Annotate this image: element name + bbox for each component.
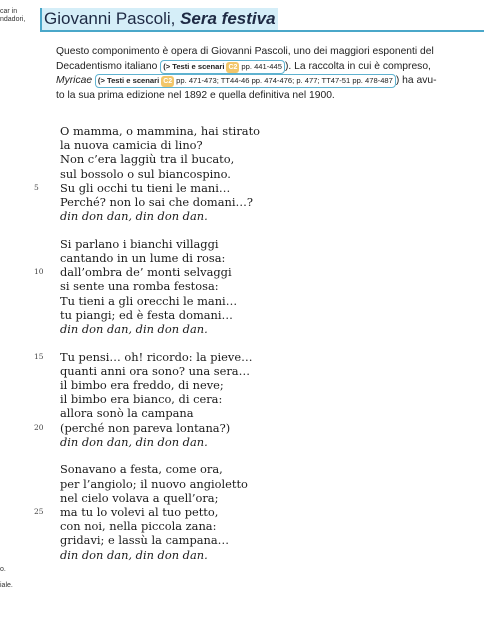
verse-text: nel cielo volava a quell’ora; [60, 490, 219, 505]
line-number: 5 [34, 182, 39, 192]
verse-line [20, 505, 480, 519]
line-number: 15 [34, 351, 44, 361]
line-number: 10 [34, 267, 44, 277]
verse-line [20, 308, 480, 322]
verse-line [20, 167, 480, 181]
margin-note-bottom-line1: o. [0, 566, 6, 573]
verse-text: Perché? non lo sai che domani…? [60, 194, 253, 209]
verse-text: gridavi; e lassù la campana… [60, 533, 230, 548]
verse-text: Tu pensi… oh! ricordo: la pieve… [60, 349, 253, 364]
verse-line [20, 279, 480, 293]
intro-line-2 [56, 60, 468, 75]
chapter-chip-icon: C2 [163, 78, 173, 85]
margin-note-bottom-line2: iale. [0, 582, 13, 589]
verse-text: sul bossolo o sul biancospino. [60, 166, 231, 181]
ref-close: ) [395, 75, 400, 86]
verse-line [20, 294, 480, 308]
cross-reference-link[interactable] [160, 60, 285, 74]
intro-text: La raccolta in cui è compreso, [291, 60, 431, 72]
verse-line [20, 364, 480, 378]
refrain-line [20, 435, 480, 449]
poem [20, 124, 480, 562]
intro-text: ha avu- [399, 75, 437, 86]
verse-line [20, 181, 480, 195]
verse-text: si sente una romba festosa: [60, 279, 219, 294]
verse-text: din don dan, din don dan. [60, 547, 208, 562]
intro-line-1: Questo componimento è opera di Giovanni Pascoli, uno dei maggiori esponenti del [56, 46, 434, 57]
verse-line [20, 378, 480, 392]
work-title: Myricae [56, 75, 93, 86]
verse-text: dall’ombra de’ monti selvaggi [60, 265, 232, 280]
page-title [40, 8, 278, 30]
verse-line [20, 350, 480, 364]
title-bar [40, 8, 484, 32]
ref-source: (> Testi e scenari [163, 61, 225, 71]
verse-line [20, 533, 480, 547]
verse-line [20, 392, 480, 406]
verse-text: Su gli occhi tu tieni le mani… [60, 180, 231, 195]
ref-source: (> Testi e scenari [97, 76, 160, 85]
cross-reference-link[interactable] [95, 74, 396, 88]
verse-text: Non c’era laggiù tra il bucato, [60, 152, 235, 167]
verse-text: ma tu lo volevi al tuo petto, [60, 505, 219, 519]
ref-pages: pp. 441-445 [241, 61, 282, 71]
verse-text: Sonavano a festa, come ora, [60, 462, 223, 477]
verse-text: tu piangi; ed è festa domani… [60, 307, 233, 322]
line-number: 25 [34, 507, 44, 516]
verse-text: O mamma, o mammina, hai stirato [60, 124, 260, 138]
verse-text: con noi, nella piccola zana: [60, 519, 217, 534]
verse-line [20, 195, 480, 209]
verse-text: allora sonò la campana [60, 406, 194, 421]
verse-text: Tu tieni a gli orecchi le mani… [60, 293, 238, 308]
verse-line [20, 265, 480, 279]
verse-line [20, 138, 480, 152]
verse-text: per l’angiolo; il nuovo angioletto [60, 476, 248, 491]
verse-line [20, 421, 480, 435]
verse-text: il bimbo era bianco, di cera: [60, 392, 223, 407]
refrain-line [20, 548, 480, 562]
verse-text: il bimbo era freddo, di neve; [60, 378, 224, 392]
intro-line-3 [56, 74, 468, 89]
verse-line [20, 477, 480, 491]
verse-text: (perché non pareva lontana?) [60, 420, 231, 435]
margin-note-bottom [0, 566, 13, 590]
verse-text: din don dan, din don dan. [60, 434, 208, 449]
margin-note-top-line1: car in [0, 8, 18, 15]
title-author: Giovanni Pascoli, [44, 9, 176, 28]
verse-line [20, 237, 480, 251]
verse-line [20, 462, 480, 476]
stanza-gap [20, 223, 480, 237]
verse-text: Si parlano i bianchi villaggi [60, 236, 219, 251]
margin-note-top [0, 8, 25, 24]
verse-line [20, 152, 480, 166]
intro-paragraph [56, 45, 468, 103]
verse-line [20, 406, 480, 420]
verse-text: la nuova camicia di lino? [60, 138, 203, 153]
refrain-line [20, 209, 480, 223]
verse-line [20, 491, 480, 505]
intro-text: Decadentismo italiano [56, 60, 158, 72]
line-number: 20 [34, 422, 44, 432]
verse-text: cantando in un lume di rosa: [60, 251, 226, 265]
verse-line [20, 519, 480, 533]
verse-line [20, 124, 480, 138]
verse-text: din don dan, din don dan. [60, 209, 208, 224]
title-work: Sera festiva [180, 9, 276, 28]
stanza-gap [20, 449, 480, 463]
intro-line-4: to la sua prima edizione nel 1892 e quella definitiva nel 1900. [56, 89, 335, 101]
margin-note-top-line2: ndadori, [0, 16, 26, 23]
verse-text: din don dan, din don dan. [60, 321, 208, 336]
ref-close: ). [284, 60, 292, 72]
verse-line [20, 251, 480, 265]
ref-pages: pp. 471-473; TT44-46 pp. 474-476; p. 477; TT47-51 pp. 478-487 [176, 76, 393, 85]
refrain-line [20, 322, 480, 336]
chapter-chip-icon: C2 [228, 63, 238, 71]
verse-text: quanti anni ora sono? una sera… [60, 363, 250, 378]
stanza-gap [20, 336, 480, 350]
